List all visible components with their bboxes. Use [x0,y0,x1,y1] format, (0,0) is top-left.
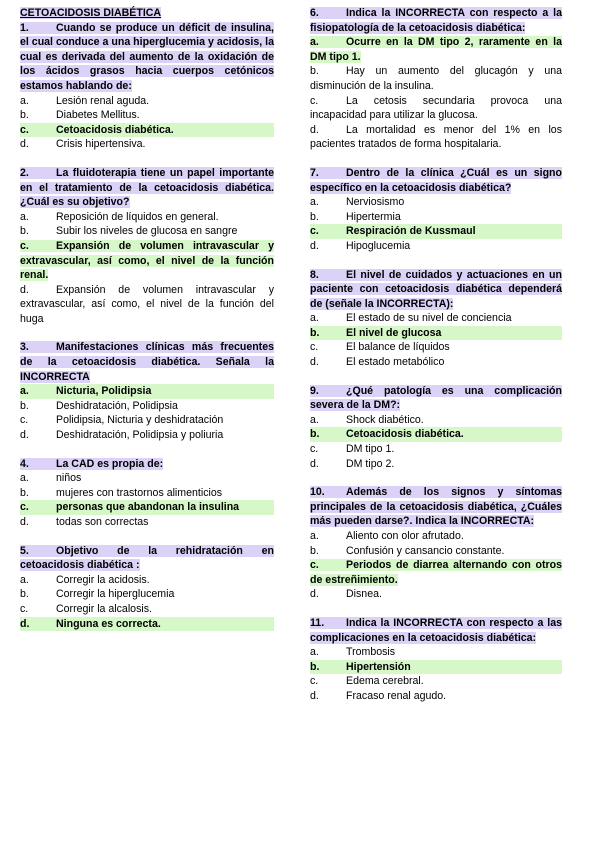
question-11 [310,616,562,704]
option-b[interactable] [20,486,274,501]
question-2 [20,166,274,327]
option-text: Corregir la acidosis. [56,573,150,586]
question-number: 1. [20,21,29,34]
question-number: 10. [310,486,325,499]
option-text: mujeres con trastornos alimenticios [56,486,223,499]
option-letter: c. [20,414,29,427]
question-text: La CAD es propia de: [56,457,164,470]
option-d[interactable] [310,457,562,472]
option-d[interactable] [310,239,562,254]
option-c[interactable] [310,442,562,457]
option-letter: b. [310,428,320,441]
option-a[interactable] [310,413,562,428]
option-text: Edema cerebral. [346,675,424,688]
question-number: 9. [310,384,319,397]
option-c[interactable] [310,94,562,123]
option-text: Nerviosismo [346,196,405,209]
question-text: Manifestaciones clínicas más frecuentes de la cetoacidosis diabética. Señala la INCORRECTA [20,341,274,383]
question-6 [310,6,562,152]
option-letter: d. [310,356,319,369]
option-letter: b. [310,210,319,223]
option-letter: b. [20,486,29,499]
option-a[interactable] [20,573,274,588]
question-number: 7. [310,166,319,179]
option-text: Shock diabético. [346,413,424,426]
option-text: Cetoacidosis diabética. [56,123,174,136]
option-letter: d. [20,138,29,151]
question-3 [20,340,274,442]
option-letter: d. [20,429,29,442]
question-10 [310,485,562,602]
option-letter: c. [310,225,319,238]
question-number: 6. [310,7,319,19]
option-letter: d. [20,283,29,296]
option-a[interactable] [310,311,562,326]
question-stem [310,166,562,195]
option-text: niños [56,472,82,485]
option-text: DM tipo 2. [346,457,395,470]
option-letter: c. [20,501,29,514]
option-d[interactable] [20,428,274,443]
option-b[interactable] [310,64,562,93]
option-d[interactable] [310,355,562,370]
option-d[interactable] [310,689,562,704]
option-letter: a. [310,312,319,325]
document-title-row [20,6,274,21]
right-column [310,6,562,718]
option-c[interactable] [20,602,274,617]
option-text: Corregir la hiperglucemia [56,588,175,601]
question-7 [310,166,562,254]
option-b[interactable] [20,399,274,414]
option-text: Polidipsia, Nicturia y deshidratación [56,414,224,427]
option-text: Ninguna es correcta. [56,617,161,630]
option-text: Ocurre en la DM tipo 2, raramente en la DM tipo 1. [310,36,562,63]
option-text: Hipertermia [346,210,401,223]
option-b[interactable] [310,210,562,225]
option-text: Aliento con olor afrutado. [346,530,464,542]
option-letter: c. [20,123,29,136]
question-9 [310,384,562,472]
option-a[interactable] [20,210,274,225]
option-letter: c. [310,675,319,688]
option-text: Expansión de volumen intravascular y extravascular, así como, el nivel de la función del huga [20,283,274,325]
option-letter: d. [310,123,319,136]
option-letter: c. [20,239,29,252]
document-title: CETOACIDOSIS DIABÉTICA [20,7,162,19]
question-8 [310,268,562,370]
question-text: Además de los signos y síntomas principales de la cetoacidosis diabética, ¿Cuáles más pueden darse?. Indica la INCORRECTA: [310,486,562,528]
question-text: El nivel de cuidados y actuaciones en un paciente con cetoacidosis diabética dependerá de (señale la INCORRECTA): [310,268,562,310]
option-text: El estado metabólico [346,356,445,369]
option-d[interactable] [20,515,274,530]
option-letter: c. [20,602,29,615]
option-letter: a. [310,413,319,426]
option-a[interactable] [310,529,562,544]
option-text: Hay un aumento del glucagón y una disminución de la insulina. [310,65,562,92]
option-letter: d. [310,588,319,601]
option-letter: a. [20,385,29,398]
option-text: personas que abandonan la insulina [56,501,240,514]
option-c-correct[interactable] [310,224,562,239]
option-text: Crisis hipertensiva. [56,138,146,151]
option-letter: b. [20,225,29,238]
question-stem [20,340,274,384]
question-stem [310,384,562,413]
option-text: Cetoacidosis diabética. [346,428,464,441]
option-text: Confusión y cansancio constante. [346,544,505,557]
option-a[interactable] [20,94,274,109]
option-text: Hipoglucemia [346,239,411,252]
option-b[interactable] [310,544,562,559]
question-stem [310,6,562,35]
option-text: El balance de líquidos [346,341,450,354]
question-stem [310,485,562,529]
option-text: Deshidratación, Polidipsia [56,399,178,412]
option-text: La mortalidad es menor del 1% en los pacientes tratados de forma hospitalaria. [310,123,562,151]
option-text: El estado de su nivel de conciencia [346,312,512,325]
question-number: 11. [310,616,325,629]
question-text: Objetivo de la rehidratación en cetoacidosis diabética : [20,544,274,572]
option-letter: c. [310,559,319,572]
option-d[interactable] [310,123,562,152]
question-text: Cuando se produce un déficit de insulina, el cual conduce a una hiperglucemia y acidosis, la cual es derivada del aumento de la oxidación de los ácidos grasos hacia cuerpos cetónicos estamos hablando de: [20,21,274,92]
question-number: 2. [20,166,29,179]
option-text: Respiración de Kussmaul [346,225,476,238]
option-letter: a. [310,646,319,659]
option-text: Corregir la alcalosis. [56,602,152,615]
question-text: ¿Qué patología es una complicación severa de la DM?: [310,384,562,412]
option-a[interactable] [20,471,274,486]
option-c[interactable] [310,340,562,355]
question-stem [20,21,274,94]
option-text: Nicturia, Polidipsia [56,385,152,398]
option-b[interactable] [20,108,274,123]
option-a[interactable] [310,195,562,210]
question-4 [20,457,274,530]
question-text: Indica la INCORRECTA con respecto a las complicaciones en la cetoacidosis diabética: [310,616,562,644]
option-letter: b. [310,326,320,339]
left-column [20,6,274,645]
option-letter: c. [310,341,319,354]
option-a-correct[interactable] [310,35,562,64]
option-letter: d. [20,617,30,630]
question-text: Dentro de la clínica ¿Cuál es un signo específico en la cetoacidosis diabética? [310,166,562,194]
option-text: El nivel de glucosa [346,326,442,339]
option-c-correct[interactable] [20,123,274,138]
question-number: 5. [20,544,29,557]
question-5 [20,544,274,632]
option-b-correct[interactable] [310,326,562,341]
option-text: Subir los niveles de glucosa en sangre [56,225,238,238]
option-b[interactable] [20,224,274,239]
option-d-correct[interactable] [20,617,274,632]
option-text: Disnea. [346,588,382,601]
option-text: Lesión renal aguda. [56,94,150,107]
option-text: Hipertensión [346,660,411,673]
option-text: Periodos de diarrea alternando con otros de estreñimiento. [310,559,562,586]
question-stem [310,268,562,312]
question-stem [310,616,562,645]
option-d[interactable] [20,137,274,152]
option-letter: a. [20,210,29,223]
option-letter: b. [20,109,29,122]
question-number: 3. [20,341,29,354]
option-a[interactable] [310,645,562,660]
option-text: Reposición de líquidos en general. [56,210,219,223]
option-letter: a. [310,196,319,209]
option-d[interactable] [310,587,562,602]
question-stem [20,166,274,210]
question-stem [20,457,274,472]
question-number: 4. [20,457,29,470]
option-letter: d. [20,516,29,528]
option-text: Expansión de volumen intravascular y extravascular, así como, el nivel de la función renal. [20,239,274,282]
option-letter: b. [20,588,29,601]
question-text: Indica la INCORRECTA con respecto a la fisiopatología de la cetoacidosis diabética: [310,7,562,34]
option-a-correct[interactable] [20,384,274,399]
option-text: Diabetes Mellitus. [56,109,140,122]
question-number: 8. [310,268,319,281]
option-letter: a. [20,472,29,485]
option-letter: a. [310,530,319,542]
option-letter: a. [20,573,29,586]
question-text: La fluidoterapia tiene un papel importante en el tratamiento de la cetoacidosis diabética. ¿Cuál es su objetivo? [20,166,274,209]
option-b-correct[interactable] [310,427,562,442]
option-text: Deshidratación, Polidipsia y poliuria [56,429,224,442]
option-c-correct[interactable] [310,558,562,587]
option-text: todas son correctas [56,516,149,528]
option-text: DM tipo 1. [346,443,395,456]
option-c-correct[interactable] [20,500,274,515]
option-letter: a. [20,94,29,107]
option-b-correct[interactable] [310,660,562,675]
option-c[interactable] [20,413,274,428]
option-letter: d. [310,457,319,470]
option-text: Fracaso renal agudo. [346,689,447,702]
option-letter: c. [310,94,319,107]
option-letter: c. [310,443,319,456]
option-letter: d. [310,689,319,702]
option-b[interactable] [20,587,274,602]
option-letter: b. [310,544,319,557]
option-letter: b. [310,65,319,78]
question-1 [20,21,274,152]
option-c[interactable] [310,674,562,689]
question-stem [20,544,274,573]
option-letter: b. [310,660,320,673]
option-c-correct[interactable] [20,239,274,283]
option-letter: b. [20,399,29,412]
option-letter: a. [310,36,319,49]
option-text: La cetosis secundaria provoca una incapacidad para utilizar la glucosa. [310,94,562,122]
option-d[interactable] [20,283,274,327]
option-letter: d. [310,239,319,252]
option-text: Trombosis [346,646,396,659]
